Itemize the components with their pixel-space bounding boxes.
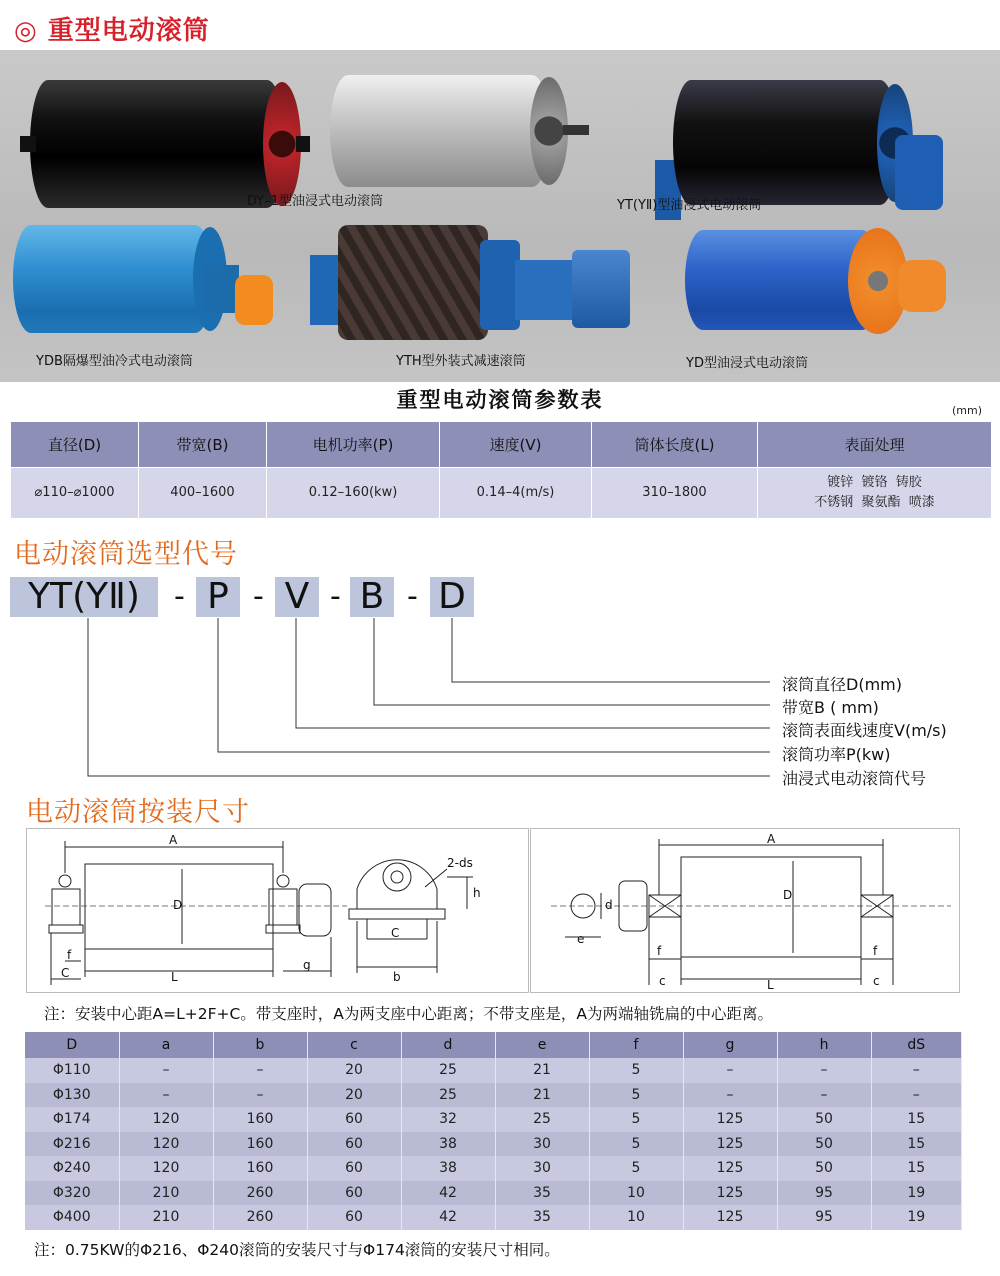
product-caption: YT(YⅡ)型油浸式电动滚筒 (617, 198, 762, 213)
install-diagram-right (530, 828, 960, 993)
table-cell: 120 (119, 1132, 213, 1157)
legend-power: 滚筒功率P(kw) (782, 745, 891, 764)
dim-label-d-small: d (605, 898, 613, 912)
table-cell: 5 (589, 1156, 683, 1181)
install-note-2: 注：0.75KW的Φ216、Φ240滚筒的安装尺寸与Φ174滚筒的安装尺寸相同。 (34, 1241, 560, 1259)
table-cell: 60 (307, 1132, 401, 1157)
table-cell: – (871, 1083, 962, 1108)
table-cell: 60 (307, 1205, 401, 1230)
table-row (25, 1156, 962, 1181)
install-drawing-right (531, 829, 961, 994)
dim-label-f: f (657, 944, 662, 958)
page-title: ◎ 重型电动滚筒 (14, 16, 210, 46)
surface-cell (758, 468, 992, 519)
install-drawing-left (27, 829, 530, 994)
table-cell: 125 (683, 1107, 777, 1132)
header-cell: 速度(V) (440, 422, 592, 468)
code-part-v: V (275, 577, 319, 617)
code-part-b: B (350, 577, 394, 617)
table-cell: Φ240 (25, 1156, 119, 1181)
header-cell: d (401, 1032, 495, 1058)
table-row (25, 1205, 962, 1230)
product-caption: YDB隔爆型油冷式电动滚筒 (36, 354, 193, 369)
table-cell: Φ320 (25, 1181, 119, 1206)
table-cell: 400–1600 (139, 468, 267, 519)
table-cell: 160 (213, 1132, 307, 1157)
table-cell: 21 (495, 1083, 589, 1108)
table-cell: 260 (213, 1205, 307, 1230)
table-cell: 60 (307, 1181, 401, 1206)
table-cell: 125 (683, 1132, 777, 1157)
dim-label-d: D (783, 888, 793, 902)
table-cell: 5 (589, 1132, 683, 1157)
dim-label-f-right: f (873, 944, 878, 958)
table-cell: 15 (871, 1132, 962, 1157)
table-cell: 160 (213, 1107, 307, 1132)
product-6-image (680, 230, 980, 375)
table-cell: 0.12–160(kw) (267, 468, 440, 519)
code-dash: - (330, 579, 341, 614)
table-row (25, 1181, 962, 1206)
header-cell: D (25, 1032, 119, 1058)
table-cell: 95 (777, 1205, 871, 1230)
install-diagram-left (26, 828, 529, 993)
table-cell: 15 (871, 1107, 962, 1132)
table-cell: 15 (871, 1156, 962, 1181)
table-cell: 21 (495, 1058, 589, 1083)
header-cell: b (213, 1032, 307, 1058)
product-4-image (5, 225, 285, 375)
dim-label-c: C (61, 966, 70, 980)
code-dash: - (253, 579, 264, 614)
dim-label-l: L (171, 970, 178, 984)
table-cell: Φ130 (25, 1083, 119, 1108)
table-cell: 38 (401, 1132, 495, 1157)
table-cell: 60 (307, 1107, 401, 1132)
header-cell: 电机功率(P) (267, 422, 440, 468)
legend-speed: 滚筒表面线速度V(m/s) (782, 721, 947, 740)
product-2-image (247, 75, 595, 245)
table-row (25, 1058, 962, 1083)
dim-label-e: e (577, 932, 585, 946)
table-cell: – (683, 1083, 777, 1108)
table-cell: 120 (119, 1107, 213, 1132)
dim-label-g: g (303, 958, 311, 972)
dim-label-b: b (393, 970, 401, 984)
table-cell: 50 (777, 1107, 871, 1132)
dim-label-c-side: C (391, 926, 400, 940)
dim-label-ds: 2-ds (447, 856, 473, 870)
table-cell: 0.14–4(m/s) (440, 468, 592, 519)
surface-line: 镀锌 镀铬 铸胶 (827, 475, 922, 490)
dim-label-c: c (659, 974, 666, 988)
surface-line: 不锈钢 聚氨酯 喷漆 (814, 495, 935, 510)
table-cell: 210 (119, 1205, 213, 1230)
dim-label-c-right: c (873, 974, 880, 988)
table-cell: 50 (777, 1156, 871, 1181)
param-table (10, 421, 992, 519)
table-cell: – (213, 1083, 307, 1108)
header-cell: g (683, 1032, 777, 1058)
table-cell: 25 (401, 1083, 495, 1108)
dim-label-f: f (67, 948, 72, 962)
table-cell: – (871, 1058, 962, 1083)
table-cell: Φ216 (25, 1132, 119, 1157)
table-cell: 32 (401, 1107, 495, 1132)
table-cell: 20 (307, 1058, 401, 1083)
table-cell: 19 (871, 1181, 962, 1206)
table-cell: – (119, 1058, 213, 1083)
table-cell: 125 (683, 1156, 777, 1181)
param-table-title: 重型电动滚筒参数表 (396, 388, 604, 412)
table-cell: 42 (401, 1181, 495, 1206)
table-row (25, 1132, 962, 1157)
table-cell: 35 (495, 1205, 589, 1230)
table-cell: 50 (777, 1132, 871, 1157)
table-cell: – (119, 1083, 213, 1108)
table-cell: 260 (213, 1181, 307, 1206)
product-caption: DY–1型油浸式电动滚筒 (247, 194, 384, 209)
table-cell: 5 (589, 1107, 683, 1132)
product-caption: YTH型外装式减速滚筒 (396, 354, 526, 369)
code-dash: - (407, 579, 418, 614)
table-cell: ⌀110–⌀1000 (11, 468, 139, 519)
table-cell: 35 (495, 1181, 589, 1206)
table-row (11, 468, 992, 519)
table-cell: Φ174 (25, 1107, 119, 1132)
dimension-table-body (25, 1058, 962, 1230)
table-cell: 120 (119, 1156, 213, 1181)
table-cell: 160 (213, 1156, 307, 1181)
legend-diameter: 滚筒直径D(mm) (782, 675, 902, 694)
table-cell: 38 (401, 1156, 495, 1181)
table-cell: 30 (495, 1156, 589, 1181)
table-row (25, 1083, 962, 1108)
table-cell: Φ400 (25, 1205, 119, 1230)
table-cell: 25 (401, 1058, 495, 1083)
table-cell: – (213, 1058, 307, 1083)
code-dash: - (174, 579, 185, 614)
dimension-table (25, 1032, 962, 1230)
install-title: 电动滚筒按装尺寸 (26, 797, 250, 828)
table-cell: 5 (589, 1058, 683, 1083)
dim-label-l: L (767, 978, 774, 992)
param-table-unit: (mm) (951, 404, 982, 417)
table-cell: 30 (495, 1132, 589, 1157)
dimension-table-header (25, 1032, 962, 1058)
table-cell: 10 (589, 1205, 683, 1230)
header-cell: dS (871, 1032, 962, 1058)
table-cell: 125 (683, 1205, 777, 1230)
table-cell: 10 (589, 1181, 683, 1206)
table-cell: 60 (307, 1156, 401, 1181)
dim-label-a: A (767, 832, 776, 846)
param-table-header (11, 422, 992, 468)
table-cell: 19 (871, 1205, 962, 1230)
table-cell: – (683, 1058, 777, 1083)
page-header (0, 0, 1000, 50)
table-cell: 125 (683, 1181, 777, 1206)
dim-label-h: h (473, 886, 481, 900)
table-cell: 25 (495, 1107, 589, 1132)
install-note-1: 注：安装中心距A=L+2F+C。带支座时，A为两支座中心距离；不带支座是，A为两端轴铣扁的中心距离。 (44, 1005, 774, 1023)
table-row (25, 1107, 962, 1132)
header-cell: 表面处理 (758, 422, 992, 468)
code-part-d: D (430, 577, 474, 617)
dim-label-d: D (173, 898, 183, 912)
code-part-yt: YT(YⅡ) (10, 577, 158, 617)
header-cell: f (589, 1032, 683, 1058)
product-gallery (0, 50, 1000, 382)
legend-code: 油浸式电动滚筒代号 (782, 769, 927, 788)
header-cell: 带宽(B) (139, 422, 267, 468)
legend-belt-width: 带宽B ( mm) (782, 698, 879, 717)
table-cell: 42 (401, 1205, 495, 1230)
header-cell: 筒体长度(L) (592, 422, 758, 468)
table-cell: 20 (307, 1083, 401, 1108)
table-cell: 310–1800 (592, 468, 758, 519)
header-cell: a (119, 1032, 213, 1058)
header-cell: c (307, 1032, 401, 1058)
header-cell: h (777, 1032, 871, 1058)
header-cell: e (495, 1032, 589, 1058)
dim-label-a: A (169, 833, 178, 847)
product-caption: YD型油浸式电动滚筒 (686, 356, 808, 371)
table-cell: – (777, 1058, 871, 1083)
table-cell: 5 (589, 1083, 683, 1108)
table-cell: 210 (119, 1181, 213, 1206)
table-cell: Φ110 (25, 1058, 119, 1083)
model-code-title: 电动滚筒选型代号 (14, 539, 238, 570)
header-cell: 直径(D) (11, 422, 139, 468)
table-cell: 95 (777, 1181, 871, 1206)
code-part-p: P (196, 577, 240, 617)
table-cell: – (777, 1083, 871, 1108)
product-5-image (310, 225, 650, 375)
